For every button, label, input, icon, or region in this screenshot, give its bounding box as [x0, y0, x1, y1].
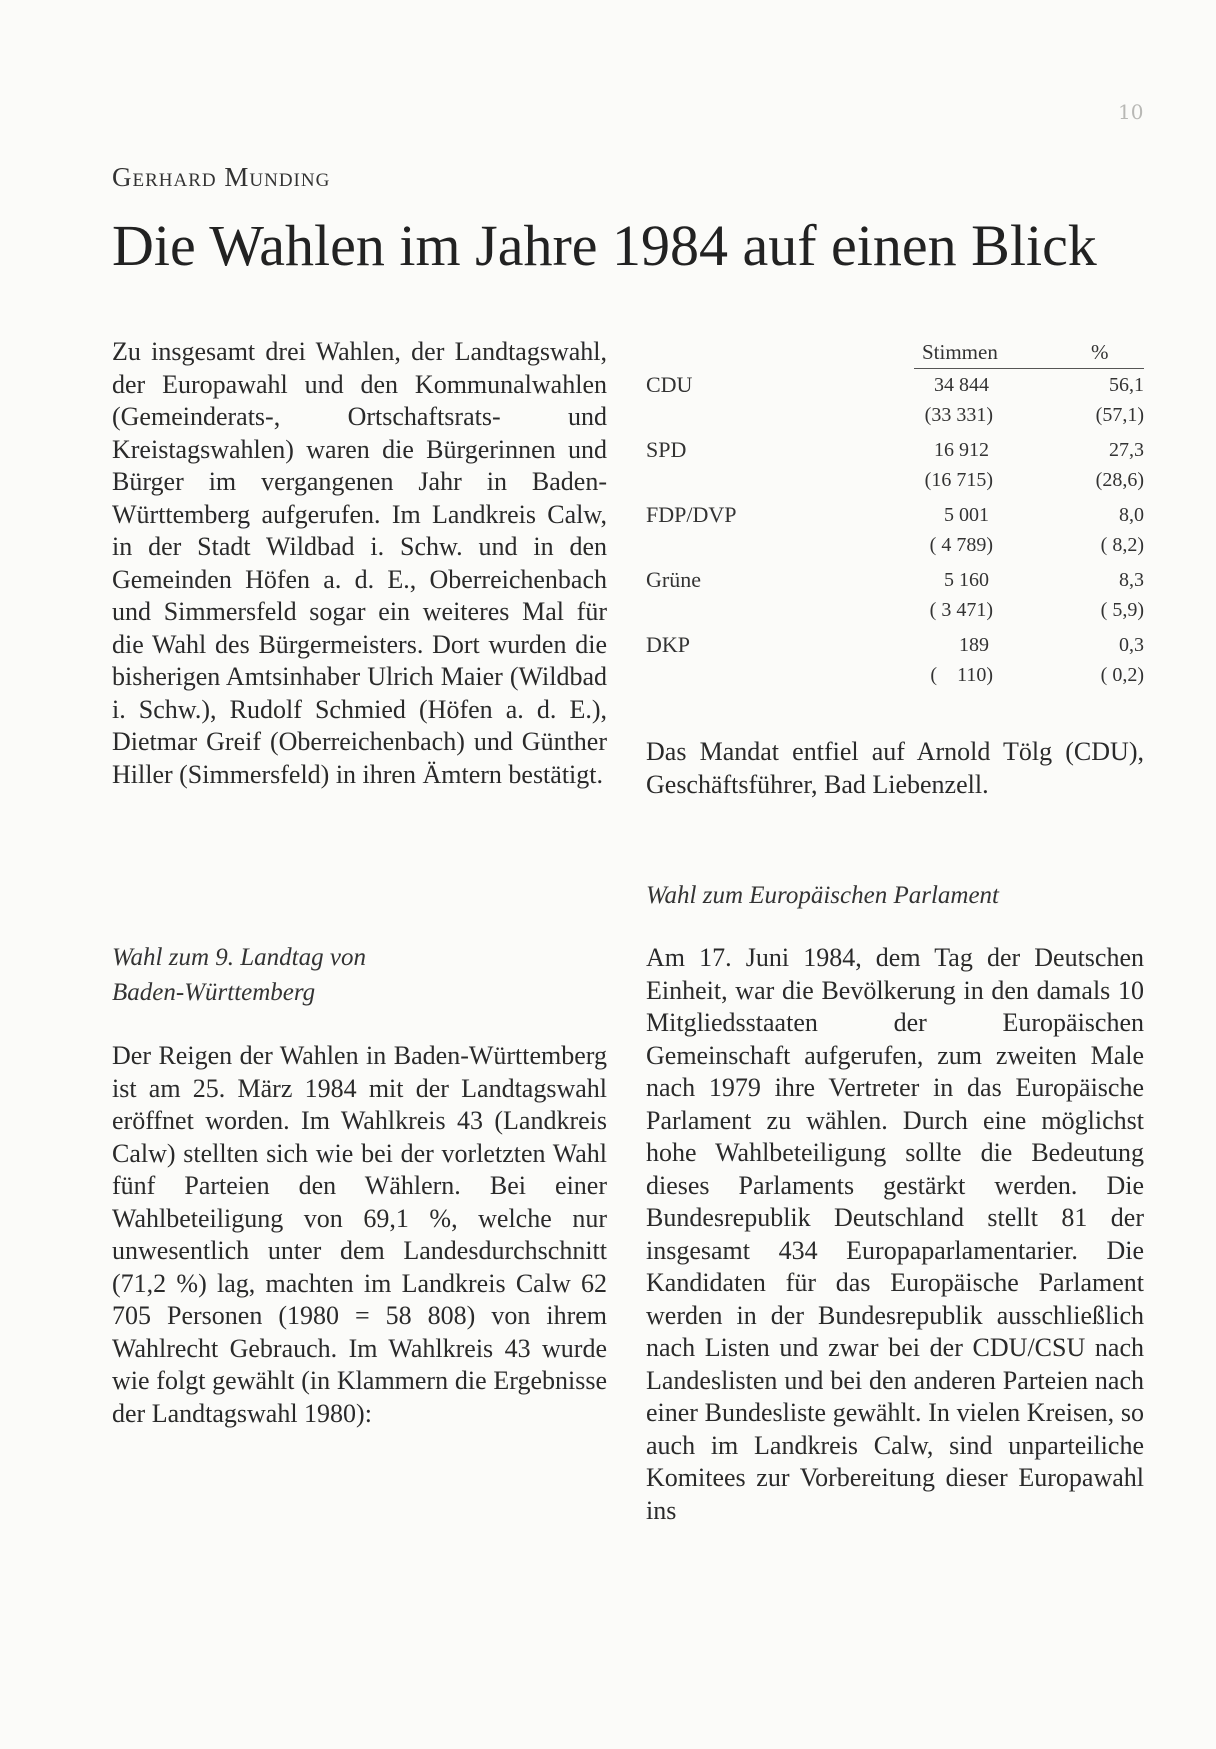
intro-column: [112, 336, 607, 791]
results-table: [646, 338, 1144, 693]
landtag-column: [112, 1040, 607, 1430]
europa-heading: [646, 878, 1144, 913]
party-percent-1980: ( 8,2): [1100, 534, 1144, 556]
party-percent: 27,3: [1109, 439, 1144, 461]
party-votes: 16 912: [934, 439, 989, 461]
header-votes: Stimmen: [922, 340, 998, 364]
europa-paragraph: Am 17. Juni 1984, dem Tag der Deutschen Einheit, war die Bevölkerung in den damals 10 Mitgliedsstaaten der Europäischen Gemeinschaft aufgerufen, zum zweiten Male nach 1979 ihre Vertreter in das Europäische Parlament zu wählen. Durch eine möglichst hohe Wahlbeteiligung sollte die Bedeutung dieses Parlaments gestärkt werden. Die Bundesrepublik Deutschland stellt 81 der insgesamt 434 Europaparlamentarier. Die Kandidaten für das Europäische Parlament werden in der Bundesrepublik ausschließlich nach Listen und zwar bei der CDU/CSU nach Landeslisten und bei den anderen Parteien nach einer Bundesliste gewählt. In vielen Kreisen, so auch im Landkreis Calw, sind unparteiliche Komitees zur Vorbereitung dieser Europawahl ins: [646, 943, 1144, 1525]
europa-heading-text: Wahl zum Europäischen Parlament: [646, 882, 999, 909]
party-name: FDP/DVP: [646, 502, 737, 527]
table-row: [646, 563, 1144, 628]
party-votes: 34 844: [934, 374, 989, 396]
table-row: [646, 433, 1144, 498]
party-votes-1980: (16 715): [924, 469, 993, 491]
party-percent: 8,3: [1119, 569, 1144, 591]
party-name: CDU: [646, 372, 693, 397]
party-percent-1980: ( 0,2): [1100, 664, 1144, 686]
article-title: Die Wahlen im Jahre 1984 auf einen Blick: [112, 213, 1097, 278]
party-votes-1980: ( 4 789): [929, 534, 993, 556]
header-percent: %: [1091, 340, 1109, 364]
party-name: DKP: [646, 632, 691, 657]
party-percent-1980: (28,6): [1095, 469, 1144, 491]
europa-column: [646, 942, 1144, 1527]
table-row: [646, 368, 1144, 433]
landtag-heading-line1: Wahl zum 9. Landtag von: [112, 944, 366, 971]
table-row: [646, 498, 1144, 563]
party-name: SPD: [646, 437, 687, 462]
party-percent-1980: ( 5,9): [1100, 599, 1144, 621]
mandate-paragraph: Das Mandat entfiel auf Arnold Tölg (CDU), Geschäftsführer, Bad Liebenzell.: [646, 737, 1144, 799]
intro-paragraph: Zu insgesamt drei Wahlen, der Landtagswahl, der Europawahl und den Kommunalwahlen (Gemeinderats-, Ortschaftsrats- und Kreistagswahlen) waren die Bürgerinnen und Bürger im vergangenen Jahr in Baden-Württemberg aufgerufen. Im Landkreis Calw, in der Stadt Wildbad i. Schw. und in den Gemeinden Höfen a. d. E., Oberreichenbach und Simmersfeld sogar ein weiteres Mal für die Wahl des Bürgermeisters. Dort wurden die bisherigen Amtsinhaber Ulrich Maier (Wildbad i. Schw.), Rudolf Schmied (Höfen a. d. E.), Dietmar Greif (Oberreichenbach) und Günther Hiller (Simmersfeld) in ihren Ämtern bestätigt.: [112, 337, 607, 789]
landtag-heading: [112, 940, 607, 1010]
results-header: [646, 338, 1144, 368]
party-percent: 8,0: [1119, 504, 1144, 526]
party-percent: 56,1: [1109, 374, 1144, 396]
table-row: [646, 628, 1144, 693]
party-name: Grüne: [646, 567, 701, 592]
party-votes-1980: ( 3 471): [929, 599, 993, 621]
party-votes: 5 160: [944, 569, 989, 591]
party-votes: 5 001: [944, 504, 989, 526]
mandate-column: [646, 736, 1144, 801]
party-votes-1980: ( 110): [930, 664, 993, 686]
landtag-paragraph: Der Reigen der Wahlen in Baden-Württemberg ist am 25. März 1984 mit der Landtagswahl eröffnet worden. Im Wahlkreis 43 (Landkreis Calw) stellten sich wie bei der vorletzten Wahl fünf Parteien den Wählern. Bei einer Wahlbeteiligung von 69,1 %, welche nur unwesentlich unter dem Landesdurchschnitt (71,2 %) lag, machten im Landkreis Calw 62 705 Personen (1980 = 58 808) von ihrem Wahlrecht Gebrauch. Im Wahlkreis 43 wurde wie folgt gewählt (in Klammern die Ergebnisse der Landtagswahl 1980):: [112, 1041, 607, 1428]
party-votes: 189: [959, 634, 989, 656]
party-votes-1980: (33 331): [924, 404, 993, 426]
author-name: Gerhard Munding: [112, 162, 331, 192]
party-percent: 0,3: [1119, 634, 1144, 656]
party-percent-1980: (57,1): [1095, 404, 1144, 426]
landtag-heading-line2: Baden-Württemberg: [112, 979, 316, 1006]
page-number: 10: [1118, 100, 1144, 124]
